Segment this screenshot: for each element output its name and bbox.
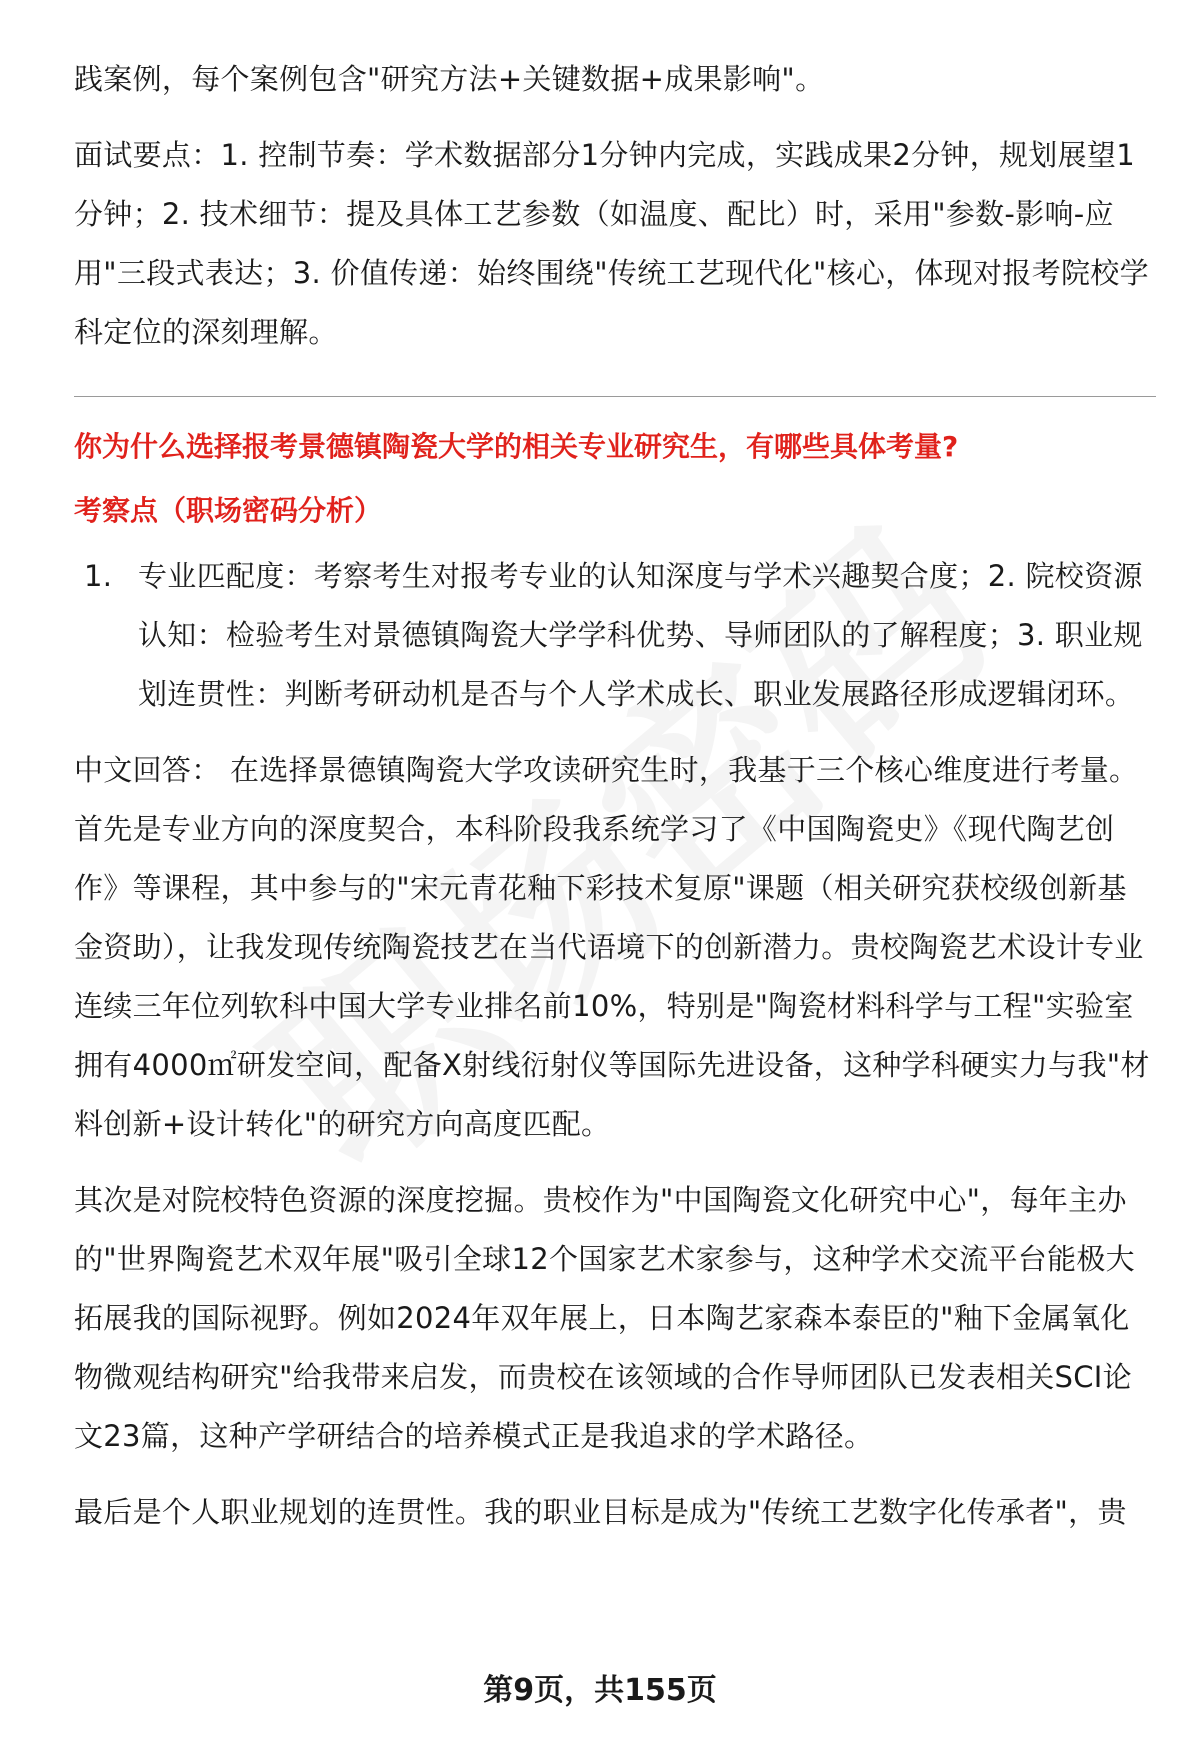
answer-paragraph-1: 中文回答： 在选择景德镇陶瓷大学攻读研究生时，我基于三个核心维度进行考量。首先是专业方向的深度契合，本科阶段我系统学习了《中国陶瓷史》《现代陶艺创作》等课程，其中参与的"宋元青花釉下彩技术复原"课题（相关研究获校级创新基金资助），让我发现传统陶瓷技艺在当代语境下的创新潜力。贵校陶瓷艺术设计专业连续三年位列软科中国大学专业排名前10%，特别是"陶瓷材料科学与工程"实验室拥有4000㎡研发空间，配备X射线衍射仪等国际先进设备，这种学科硬实力与我"材料创新+设计转化"的研究方向高度匹配。	[74, 753, 1150, 1141]
section-title: 考察点（职场密码分析）	[74, 494, 383, 527]
list-item-text: 专业匹配度：考察考生对报考专业的认知深度与学术兴趣契合度；2. 院校资源认知：检验考生对景德镇陶瓷大学学科优势、导师团队的了解程度；3. 职业规划连贯性：判断考研动机是否与个人学术成长、职业发展路径形成逻辑闭环。	[138, 559, 1143, 711]
document-body	[74, 50, 1156, 1542]
question-heading: 你为什么选择报考景德镇陶瓷大学的相关专业研究生，有哪些具体考量?	[74, 430, 959, 463]
list-item-number: 1.	[84, 559, 113, 593]
answer-paragraph-3: 最后是个人职业规划的连贯性。我的职业目标是成为"传统工艺数字化传承者"，贵	[74, 1495, 1127, 1529]
section-divider	[74, 396, 1156, 397]
interview-tips-paragraph: 面试要点：1. 控制节奏：学术数据部分1分钟内完成，实践成果2分钟，规划展望1分钟；2. 技术细节：提及具体工艺参数（如温度、配比）时，采用"参数-影响-应用"三段式表达；3. 价值传递：始终围绕"传统工艺现代化"核心，体现对报考院校学科定位的深刻理解。	[74, 138, 1149, 349]
page-number-footer: 第9页，共155页	[483, 1673, 717, 1708]
answer-paragraph-2: 其次是对院校特色资源的深度挖掘。贵校作为"中国陶瓷文化研究中心"，每年主办的"世界陶瓷艺术双年展"吸引全球12个国家艺术家参与，这种学术交流平台能极大拓展我的国际视野。例如2024年双年展上，日本陶艺家森本泰臣的"釉下金属氧化物微观结构研究"给我带来启发，而贵校在该领域的合作导师团队已发表相关SCI论文23篇，这种产学研结合的培养模式正是我追求的学术路径。	[74, 1183, 1135, 1453]
list-item	[74, 547, 1156, 724]
assessment-points-list	[74, 547, 1156, 724]
intro-tail-paragraph: 践案例，每个案例包含"研究方法+关键数据+成果影响"。	[74, 62, 825, 96]
